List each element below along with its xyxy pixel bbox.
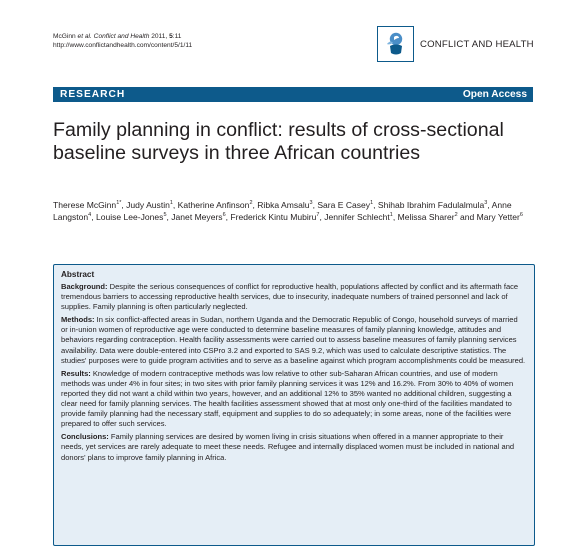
author-separator: , [392, 212, 398, 222]
author-joiner: and [457, 212, 477, 222]
author-name[interactable]: Sara E Casey [317, 200, 371, 210]
journal-logo[interactable] [377, 26, 534, 62]
author-separator: , [252, 200, 258, 210]
author-separator: , [487, 200, 492, 210]
author-name[interactable]: Frederick Kintu Mubiru [230, 212, 317, 222]
methods-text: In six conflict-affected areas in Sudan, northern Uganda and the Democratic Republic of Congo, household surveys of married or in-union women of reproductive age were conducted to determine baseline measures of family planning knowledge, attitudes and behaviors regarding contraception. Health facility assessments were carried out to assess baseline measures of family planning services availability. Data were double-entered into CSPro 3.2 and exported to SAS 9.2, which was used to calculate descriptive statistics. The studies' purposes were to guide program activities and to serve as a baseline against which program accomplishments could be measured. [61, 315, 526, 365]
conclusions-label: Conclusions: [61, 432, 109, 442]
author-separator: , [91, 212, 96, 222]
author-affiliation: 6 [519, 212, 523, 219]
author-affiliation: 1* [116, 200, 122, 207]
author-affiliation: 2 [454, 212, 458, 219]
author-name[interactable]: Louise Lee-Jones [95, 212, 164, 222]
background-text: Despite the serious consequences of conflict for reproductive health, populations affected by conflict and its aftermath face tremendous barriers to accessing reproductive health services, due to insecurity, inadequate numbers of trained personnel and lack of supplies. Family planning is often particularly neglected. [61, 282, 519, 312]
author-name[interactable]: Janet Meyers [171, 212, 223, 222]
section-bar [53, 87, 533, 102]
author-affiliation: 4 [88, 212, 92, 219]
journal-name: CONFLICT AND HEALTH [420, 38, 534, 50]
author-separator: , [172, 200, 178, 210]
article-url[interactable]: http://www.conflictandhealth.com/content/5/1/11 [53, 42, 193, 49]
author-name[interactable]: Judy Austin [126, 200, 170, 210]
abstract-conclusions [61, 432, 526, 462]
author-name[interactable]: Katherine Anfinson [177, 200, 250, 210]
abstract-background [61, 282, 526, 312]
abstract-heading: Abstract [61, 270, 95, 279]
author-affiliation: 2 [249, 200, 253, 207]
abstract-box [53, 264, 535, 546]
citation-volume: 5 [169, 33, 173, 40]
author-name[interactable]: Mary Yetter [476, 212, 520, 222]
article-type-label: RESEARCH [60, 89, 126, 100]
author-name[interactable]: Ribka Amsalu [257, 200, 310, 210]
author-affiliation: 1 [370, 200, 374, 207]
author-separator: , [225, 212, 231, 222]
citation-journal: et al. Conflict and Health [75, 33, 150, 40]
citation-line [53, 32, 192, 41]
author-name[interactable]: Shihab Ibrahim Fadulalmula [377, 200, 485, 210]
author-separator: , [312, 200, 318, 210]
conclusions-text: Family planning services are desired by women living in crisis situations when offered in a manner appropriate to their needs, yet services are rarely adequate to meet these needs. Refugee and internally displaced women must be included in national and donors' plans to improve family planning in Africa. [61, 432, 515, 462]
author-affiliation: 1 [389, 212, 393, 219]
author-affiliation: 6 [222, 212, 226, 219]
author-separator: , [121, 200, 127, 210]
author-affiliation: 1 [169, 200, 173, 207]
author-name[interactable]: Jennifer Schlecht [324, 212, 390, 222]
background-label: Background: [61, 282, 108, 291]
open-access-label: Open Access [462, 89, 527, 100]
abstract-methods [61, 315, 526, 365]
results-label: Results: [61, 368, 91, 378]
article-title: Family planning in conflict: results of cross-sectional baseline surveys in three African countries [53, 119, 504, 164]
author-affiliation: 3 [309, 200, 313, 207]
citation-authors: McGinn [53, 33, 76, 40]
results-text: Knowledge of modern contraceptive methods was low relative to other sub-Saharan African countries, and use of modern methods was under 4% in four sites; in two sites with prior family planning services it was 12% and 16.2%. From 30% to 40% of women reported they did not want a child within two years, however, and an additional 12% to 35% wanted no additional children, suggesting a clear need for family planning services. The health facilities assessment showed that at most only one-third of the facilities mandated to provide family planning had the necessary staff, equipment and supplies to do so adequately; in some areas, none of the facilities were prepared to offer such services. [61, 368, 514, 429]
methods-label: Methods: [61, 315, 95, 325]
citation-header [53, 32, 192, 50]
author-separator: , [166, 212, 172, 222]
author-affiliation: 5 [163, 212, 167, 219]
author-name[interactable]: Therese McGinn [53, 200, 117, 210]
citation-year: 2011, [149, 33, 170, 40]
author-affiliation: 7 [316, 212, 320, 219]
dove-figure-icon [377, 26, 414, 62]
author-separator: , [319, 212, 325, 222]
citation-pages: :11 [172, 33, 182, 40]
author-name[interactable]: Melissa Sharer [397, 212, 455, 222]
author-affiliation: 3 [484, 200, 488, 207]
author-list [53, 199, 533, 223]
author-name[interactable]: Anne Langston [53, 200, 512, 222]
abstract-results [61, 369, 526, 430]
author-separator: , [373, 200, 378, 210]
